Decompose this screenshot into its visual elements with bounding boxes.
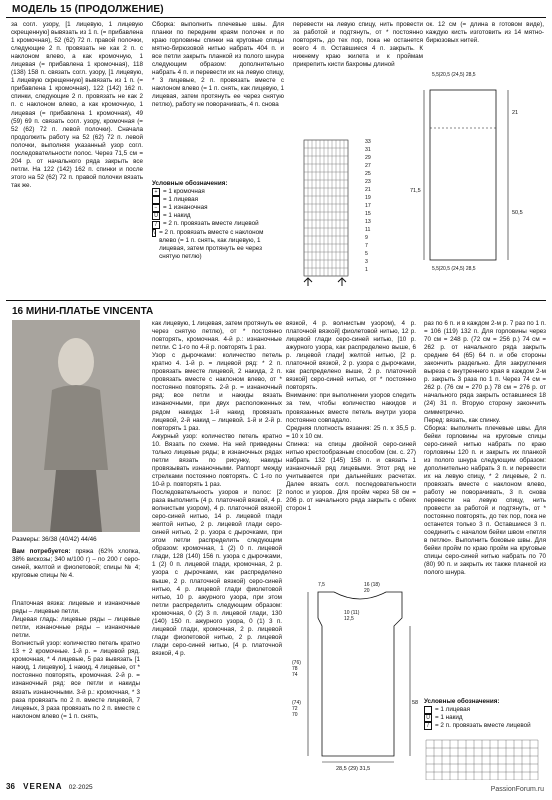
legend-item: U = 1 накид	[424, 714, 546, 722]
s2-sizes: Размеры: 36/38 (40/42) 44/46	[12, 536, 97, 543]
knit-icon	[424, 706, 432, 714]
s2-dim-left-bottom: (76) 78 74	[292, 660, 301, 678]
yarn-over-icon: U	[424, 714, 432, 722]
issue-number: 02·2025	[68, 784, 93, 791]
legend-item: U = 1 накид	[152, 212, 282, 220]
s1-col1: за согл. узору, [1 лицевую, 1 лицевую скрещенную] вывязать из 1 п. (= прибавлена 1 кромочная), 52 (62) 72 п. правой полочки, следующие 2 п. провязать не как 2 п. с наклоном влево, а как кромочную, 1 лицевая (= прибавлена 1 кромочная), 118 (138) 158 п. связать согл. узору, [1 лицевую, 1 лицевую скрещенную] вывязать из 1 п. (= прибавлена 1 кромочная), 122 (142) 162 п. спинки, следующие 2 п. провязать не как 2 п. с наклоном влево, а как кромочную, 1 лицевая (= прибавлена 1 кромочная), 49 (59) 69 п. связать согл. узору, кромочная (= 52 (62) 72 п. левой полочки). Сначала продолжить работу на 52 (62) 72 п. левой полочки, выполняя указанный узор согл. последовательности полос. Через 71,5 см = 204 р. от начального ряда закрыть все петли. На 122 (142) 162 п. спинки и после этого на 52 (62) 72 п. правой полочки вязать так же.	[11, 21, 143, 189]
row-number: 19	[365, 195, 371, 201]
yarn-over-icon: U	[152, 212, 160, 220]
k2tog-icon: /	[424, 722, 432, 730]
s2-pattern-schema	[300, 578, 420, 768]
s1-col4: ок. 12 см (= длина в готовом виде), каждую кисть изготовить из 14 мятно-бирюзовых нитей.	[426, 21, 544, 45]
row-number: 3	[365, 259, 368, 265]
row-number: 11	[365, 227, 371, 233]
section-title: МОДЕЛЬ 15 (ПРОДОЛЖЕНИЕ)	[12, 4, 164, 15]
s1-legend	[152, 180, 282, 261]
s2-stitch-chart	[424, 738, 546, 780]
ssk-icon: \	[153, 229, 155, 236]
row-number: 21	[365, 187, 371, 193]
s2-dim-top: 7,5	[318, 582, 325, 588]
s2-legend	[424, 698, 546, 730]
header-bar	[6, 3, 546, 14]
s2-col4: раз по 6 п. и в каждом 2-м р. 7 раз по 1 п. = 106 (119) 132 п. Для горловины через 70 см = 248 р. (72 см = 256 р.) 74 см = 262 р. от начального ряда закрыть средние 64 (65) 64 п. и обе стороны закончить раздельно. Для закругления выреза с внутреннего края в каждом 2-м р. закрыть 3 раза по 1 п. Через 74 см = 262 р. (76 см = 270 р.) 78 см = 276 р. от начального ряда закрыть оставшиеся 18 (24) 31 п. Вторую сторону закончить симметрично. Перед: вязать, как спинку. Сборка: выполнить плечевые швы. Для бейки горловины на круговые спицы серо-синей нитью набрать по краю горловины 120 п. и закрыть их планкой из полого шнура следующим образом: дополнительно набрать 3 п. и перевести их на левую спицу, * 2 лицевые, 2 п. провязать вместе с наклоном влево, работу не поворачивать, 3 п. снова перевести на левую спицу, нить провести за работой и подтянуть, от * постоянно повторять, до тех пор, пока не останется только 3 п. Оставшиеся 3 п. соединить с началом бейки швом «петля в петлю». Выполнить боковые швы. Для бейки пройм по краю пройм на круговые спицы серо-синей нитью набрать по 70 (80) 90 п. и закрыть их также планкой из полого шнура.	[424, 320, 546, 577]
s2-col3: вязкой, 4 р. волнистым узором), 4 р. платочной вязкой] фиолетовой нитью, 12 р. лицевой глади серо-синей нитью, [10 р. ажурного узора, как распределено выше, 6 р. лицевой глади] желтой нитью, [2 р. платочной вязкой, 2 р. узора с дырочками, как распределено выше, 2 р. платочной вязкой] серо-синей нитью, от * постоянно повторять. Внимание: при выполнении узоров следить за тем, чтобы количество накидов и провязанных вместе петель внутри узора постоянно совпадало. Средняя плотность вязания: 25 п. х 35,5 р. = 10 х 10 см. Спинка: на спицы двойной серо-синей нитью крестообразным способом (см. с. 27) набрать 132 (145) 158 п. и связать 1 изнаночный ряд лицевыми. Этот ряд не учитывается при дальнейших расчетах. Далее вязать согл. последовательности полос и узоров. Для пройм через 58 см = 206 р. от начального ряда закрыть с обеих сторон 1	[286, 320, 416, 513]
row-number: 15	[365, 211, 371, 217]
s1-dim-left: 71,5	[410, 188, 421, 194]
legend-item: + = 1 кромочная	[152, 188, 282, 196]
row-number: 7	[365, 243, 368, 249]
legend-item: − = 1 изнаночная	[152, 204, 282, 212]
model-photo-illustration	[12, 320, 140, 532]
s1-dim-right-lower: 50,5	[512, 210, 523, 216]
s2-dim-bottom: 28,5 (29) 31,5	[336, 766, 371, 772]
row-number: 31	[365, 147, 371, 153]
magazine-name: VERENA	[23, 782, 63, 791]
model-photo	[12, 320, 140, 532]
legend-item: = 1 лицевая	[424, 706, 546, 714]
s2-dim-left-top: (74) 72 70	[292, 700, 301, 718]
s1-dim-right-upper: 21	[512, 110, 519, 116]
footer	[6, 782, 546, 791]
s2-col1: Платочная вязка: лицевые и изнаночные ряды – лицевые петли. Лицевая гладь: лицевые ряды – лицевые петли, изнаночные ряды – изнаночные петли. Волнистый узор: количество петель кратно 13 + 2 кромочные. 1-й р. = лицевой ряд. кромочная, * 4 лицевые, 5 раз вывязать [1 накид, 1 лицевую], 1 накид, 4 лицевые, от * постоянно повторять, кромочная. 2-й р. = изнаночный ряд: все петли и накиды вязать изнаночными. 3-й р.: кромочная, * 3 раза провязать по 2 п. вместе лицевой, 7 лицевых, 3 раза провязать по 2 п. вместе с наклоном влево (= 1 п. снять,	[12, 600, 140, 720]
row-number: 1	[365, 267, 368, 273]
row-number: 9	[365, 235, 368, 241]
s2-dim-top2: 16 (18) 20	[364, 582, 380, 594]
knit-icon	[152, 196, 160, 204]
s1-row-numbers	[365, 138, 371, 274]
legend-item: \ = 2 п. провязать вместе с наклоном влево (= 1 п. снять, как лицевую, 1 лицевая, затем протянуть ее через снятую петлю)	[153, 228, 264, 260]
s1-dim-bottom: 5,5|20,5 (24,5) 28,5	[432, 266, 476, 272]
s2-materials: Вам потребуется: пряжа (62% хлопка, 38% вискозы; 340 м/100 г) – по 200 г серо-синей, желтой и фиолетовой; спицы № 4; круговые спицы № 4.	[12, 548, 141, 580]
s1-stitch-chart	[294, 138, 364, 288]
s1-dim-top: 5,5|20,5 (24,5) 28,5	[432, 72, 476, 78]
s2-legend-title: Условные обозначения:	[424, 698, 500, 705]
k2tog-icon: /	[152, 221, 160, 229]
s1-legend-title: Условные обозначения:	[152, 180, 228, 187]
watermark: PassionForum.ru	[490, 786, 544, 793]
row-number: 29	[365, 155, 371, 161]
row-number: 23	[365, 179, 371, 185]
header-divider	[6, 17, 546, 18]
s2-col2: как лицевую, 1 лицевая, затем протянуть ее через снятую петлю), от * постоянно повторять, кромочная. 4-й р.: изнаночные петли. С 1-го по 4-й р. повторять 1 раз. Узор с дырочками: количество петель кратно 4. 1-й р. = лицевой ряд: * 2 п. провязать вместе лицевой, 2 накида, 2 п. провязать вместе с наклоном влево, от * постоянно повторять. 2-й р. = изнаночный ряд: все петли и накиды вязать изнаночными, при двух расположенных рядом накидах 1-й накид провязать лицевой, 2-й накид – лицевой. 1-й и 2-й р. повторять 1 раз. Ажурный узор: количество петель кратно 10. Вязать по схеме. На ней приведены только лицевые ряды; в изнаночных рядах петли вязать по рисунку, накиды провязывать изнаночными. Раппорт между стрелками постоянно повторять. С 1-го по 10-й р. повторять 1 раз. Последовательность узоров и полос: [2 раза выполнить (4 р. платочной вязкой, 4 р. волнистым узором), 4 р. платочной вязкой] серо-синей нитью, 14 р. лицевой глади желтой нитью, 2 р. лицевой глади серо-синей нитью, 2 р. узора с дырочками, при этом петли распределить следующим образом: кромочная, 1 (2) 0 п. лицевой глади, 128 (140) 156 п. узора с дырочками, 1 (2) 0 п. лицевой глади, кромочная, 2 р. узора с дырочками, как распределено выше, 2 р. платочной вязкой) серо-синей нитью, 4 р. лицевой глади фиолетовой нитью, 10 р. ажурного узора, при этом петли распределить следующим образом: кромочная, 0 (2) 3 п. лицевой глади, 130 (140) 150 п. ажурного узора, 0 (1) 3 п. лицевой глади, кромочная, 2 р. лицевой глади фиолетовой нитью, 2 р. лицевой глади серо-синей нитью, [4 р. платочной вязкой, 4 р.	[152, 320, 282, 657]
section2-title: 16 МИНИ-ПЛАТЬЕ VINCENTA	[12, 306, 154, 317]
row-number: 25	[365, 171, 371, 177]
s2-dim-neck: 10 (11) 12,5	[344, 610, 360, 622]
s1-col3: перевести на левую спицу, нить провести за работой и подтянуть, от * постоянно повторять, до тех пор, пока не останется всего 4 п. Оставшиеся 4 п. закрыть. К нижнему краю жилета и к проймам прикрепить кисти бахромы длиной	[293, 21, 423, 69]
page-number: 36	[6, 782, 15, 791]
row-number: 27	[365, 163, 371, 169]
s1-pattern-schema	[420, 78, 546, 278]
row-number: 17	[365, 203, 371, 209]
purl-icon: −	[152, 204, 160, 212]
edge-stitch-icon: +	[152, 188, 160, 196]
legend-item: = 1 лицевая	[152, 196, 282, 204]
row-number: 5	[365, 251, 368, 257]
row-number: 13	[365, 219, 371, 225]
legend-item: / = 2 п. провязать вместе лицевой	[152, 220, 282, 228]
s1-col2: Сборка: выполнить плечевые швы. Для планки по передним краям полочек и по краю горловины спинки на круговые спицы мятно-бирюзовой нитью набрать 404 п. и все петли закрыть планкой из полого шнура следующим образом: дополнительно набрать 4 п. и перевести их на левую спицу, * 3 лицевые, 2 п. провязать вместе с наклоном влево (= 1 п. снять, как лицевую, 1 лицевая, затем протянуть ее через снятую петлю), работу не поворачивать, 4 п. снова	[152, 21, 284, 109]
section2-divider	[6, 300, 546, 301]
legend-item: / = 2 п. провязать вместе лицевой	[424, 722, 546, 730]
row-number: 33	[365, 139, 371, 145]
s2-dim-right: 58	[412, 700, 419, 706]
